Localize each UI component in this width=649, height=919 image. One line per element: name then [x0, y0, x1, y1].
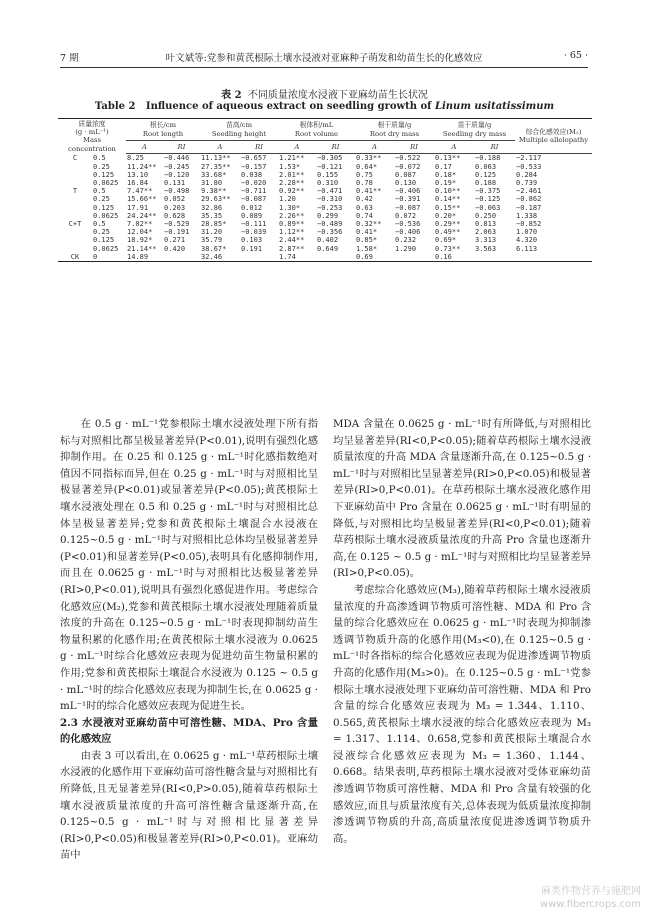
value-cell: 0.103 — [241, 236, 263, 245]
header-root-dry-mass — [355, 119, 434, 141]
treatment-cell — [58, 171, 92, 179]
concentration-cell: 0.125 — [93, 170, 115, 179]
value-cell: 24.24** — [127, 211, 157, 220]
subheader-ri: RI — [240, 141, 278, 154]
header-root-dry-mass-zh: 根干质量/g — [377, 121, 412, 130]
value-cell: −0.375 — [475, 187, 501, 196]
concentration-cell: 0.0625 — [93, 178, 119, 187]
header-root-dry-mass-en: Root dry mass — [369, 129, 420, 138]
concentration-cell: 0.5 — [93, 219, 106, 228]
header-seedling-height-zh: 苗高/cm — [225, 121, 253, 130]
value-cell: 2.87** — [279, 244, 305, 253]
value-cell: 7.47** — [127, 187, 153, 196]
value-cell: 35.79 — [201, 236, 223, 245]
value-cell: −0.711 — [241, 187, 267, 196]
value-cell: 0.29** — [435, 219, 461, 228]
header-root-length-zh: 根长/cm — [149, 121, 177, 130]
value-cell: 27.35** — [201, 162, 231, 171]
value-cell: 0.188 — [475, 178, 497, 187]
value-cell: −2.117 — [516, 154, 542, 163]
value-cell: 0.14** — [435, 195, 461, 204]
subheader-ri: RI — [316, 141, 355, 154]
value-cell: 0.85* — [356, 236, 378, 245]
treatment-cell: CK — [58, 253, 92, 262]
value-cell: −0.406 — [395, 228, 421, 237]
value-cell: 1.30* — [279, 203, 301, 212]
value-cell: 0.10** — [435, 187, 461, 196]
value-cell: −0.125 — [475, 195, 501, 204]
treatment-cell — [58, 195, 92, 203]
treatment-cell — [58, 179, 92, 187]
value-cell: 8.25 — [127, 154, 144, 163]
table-row — [58, 187, 592, 195]
subheader-a: A — [434, 141, 474, 154]
value-cell: 1.21** — [279, 154, 305, 163]
value-cell: −0.852 — [516, 219, 542, 228]
table-row — [58, 179, 592, 187]
value-cell: 0.072 — [395, 211, 417, 220]
table-row — [58, 220, 592, 228]
value-cell: 0.087 — [395, 170, 417, 179]
value-cell: 0.089 — [241, 211, 263, 220]
value-cell: −0.120 — [164, 170, 190, 179]
value-cell: −0.121 — [317, 162, 343, 171]
issue-number: 7 期 — [60, 53, 79, 64]
value-cell: 31.80 — [201, 178, 223, 187]
value-cell: 0.628 — [164, 211, 186, 220]
value-cell: −0.529 — [164, 219, 190, 228]
treatment-cell — [58, 204, 92, 212]
paragraph: 考虑综合化感效应(M₃),随着草药根际土壤水浸液质量浓度的升高渗透调节物质可溶性糖、MDA 和 Pro 含量的综合化感效应在 0.0625 g · mL⁻¹时表现为抑制渗透调节物质升高的化感作用(M₃<0),在 0.125~0.5 g · mL⁻¹时各指标的综合化感效应表现为促进渗透调节物质升高的化感作用(M₃>0)。在 0.125~0.5 g · mL⁻¹党参根际土壤水浸液处理下亚麻幼苗可溶性糖、MDA 和 Pro 含量的综合化感效应表现为 M₃ = 1.344、1.110、0.565,黄芪根际土壤水浸液的综合化感效应表现为 M₃ = 1.317、1.114、0.658,党参和黄芪根际土壤混合水浸液综合化感效应表现为 M₃ = 1.360、1.144、0.668。结果表明,草药根际土壤水浸液对受体亚麻幼苗渗透调节物质可溶性糖、MDA 和 Pro 含量有较强的化感效应,而且与质量浓度有关,总体表现为低质量浓度抑制渗透调节物质的升高,高质量浓度促进渗透调节物质升高。 — [333, 583, 591, 845]
value-cell: 0.063 — [475, 162, 497, 171]
value-cell: 0.74 — [356, 211, 373, 220]
value-cell: 9.38** — [201, 187, 227, 196]
value-cell: 0.41* — [356, 228, 378, 237]
value-cell: 33.68* — [201, 170, 227, 179]
value-cell: −0.862 — [516, 195, 542, 204]
value-cell: 0.64* — [356, 162, 378, 171]
value-cell: 2.28** — [279, 178, 305, 187]
paragraph: 在 0.5 g · mL⁻¹党参根际土壤水浸液处理下所有指标与对照相比都呈极显著差异(P<0.01),说明有强烈化感抑制作用。在 0.25 和 0.125 g · mL⁻¹时化感指数绝对值因不同指标而异,但在 0.25 g · mL⁻¹时与对照相比呈极显著差异(P<0.01)或显著差异(P<0.05);黄芪根际土壤水浸液处理在 0.5 和 0.25 g · mL⁻¹时与对照相比总体呈极显著差异;党参和黄芪根际土壤混合水浸液在 0.125~0.5 g · mL⁻¹时与对照相比总体均呈极显著差异(P<0.01)和显著差异(P<0.05),表明具有化感抑制作用,而且在 0.0625 g · mL⁻¹时与对照相比达极显著差异(RI>0,P<0.01),说明具有强烈化感促进作用。考虑综合化感效应(M₂),党参和黄芪根际土壤水浸液处理随着质量浓度的升高在 0.125~0.5 g · mL⁻¹时表现抑制幼苗生物量积累的化感作用;在黄芪根际土壤水浸液为 0.0625 g · mL⁻¹时综合化感效应表现为促进幼苗生物量积累的作用;党参和黄芪根际土壤混合水浸液为 0.125 ~ 0.5 g · mL⁻¹时的综合化感效应表现为抑制生长,在 0.0625 g · mL⁻¹时的综合化感效应表现为促进生长。 — [60, 418, 318, 713]
value-cell: 0.649 — [317, 244, 339, 253]
value-cell: 3.313 — [475, 236, 497, 245]
value-cell: 11.13** — [201, 154, 231, 163]
value-cell: 14.89 — [126, 253, 163, 262]
concentration-cell: 0.25 — [93, 228, 110, 237]
value-cell: −0.536 — [395, 219, 421, 228]
header-seedling-dry-mass — [434, 119, 515, 141]
value-cell: 0.155 — [317, 170, 339, 179]
value-cell: −0.020 — [241, 178, 267, 187]
value-cell: 0.69* — [435, 236, 457, 245]
site-watermark — [540, 885, 641, 911]
value-cell: 6.113 — [516, 244, 538, 253]
value-cell: 15.66** — [127, 195, 157, 204]
value-cell: 0.20* — [435, 211, 457, 220]
page-number: · 65 · — [563, 50, 588, 61]
value-cell: 0.250 — [475, 211, 497, 220]
value-cell: 0.232 — [395, 236, 417, 245]
value-cell: 18.92* — [127, 236, 153, 245]
watermark-line1: 麻类作物营养与施肥网 — [541, 886, 641, 897]
value-cell: −0.111 — [241, 219, 267, 228]
table-row — [58, 195, 592, 203]
header-root-length — [126, 119, 200, 141]
table-row — [58, 204, 592, 212]
value-cell: 0.402 — [317, 236, 339, 245]
treatment-cell — [58, 228, 92, 236]
value-cell: 0.420 — [164, 244, 186, 253]
value-cell: 0.41** — [356, 187, 382, 196]
subheader-a: A — [355, 141, 394, 154]
value-cell: −0.446 — [164, 154, 190, 163]
subheader-a: A — [278, 141, 316, 154]
value-cell — [394, 253, 434, 262]
treatment-cell — [58, 212, 92, 220]
value-cell: −0.087 — [241, 195, 267, 204]
concentration-cell: 0 — [92, 253, 126, 262]
concentration-header-zh: 质量浓度 — [78, 120, 106, 128]
value-cell: 32.46 — [200, 253, 240, 262]
table-caption-zh — [0, 86, 649, 101]
value-cell: 0.052 — [164, 195, 186, 204]
value-cell: 0.92** — [279, 187, 305, 196]
left-text-column — [60, 416, 318, 864]
value-cell: 38.67* — [201, 244, 227, 253]
value-cell: −0.253 — [317, 203, 343, 212]
value-cell: 0.13** — [435, 154, 461, 163]
concentration-cell: 0.125 — [93, 236, 115, 245]
value-cell: 1.290 — [395, 244, 417, 253]
value-cell: 17.91 — [127, 203, 149, 212]
concentration-cell: 0.5 — [93, 187, 106, 196]
value-cell: 0.33** — [356, 154, 382, 163]
value-cell: 13.10 — [127, 170, 149, 179]
header-rule — [60, 67, 588, 68]
value-cell: 28.85* — [201, 219, 227, 228]
treatment-cell — [58, 245, 92, 253]
value-cell: −0.471 — [317, 187, 343, 196]
value-cell: 0.69 — [355, 253, 394, 262]
concentration-cell: 0.0625 — [93, 211, 119, 220]
value-cell — [316, 253, 355, 262]
value-cell: −0.522 — [395, 154, 421, 163]
header-root-volume-en: Root volume — [294, 129, 339, 138]
concentration-cell: 0.0625 — [93, 244, 119, 253]
watermark-line2: www.fibercrops.com — [539, 899, 641, 910]
value-cell: 12.04* — [127, 228, 153, 237]
value-cell: 0.49** — [435, 228, 461, 237]
value-cell: 0.012 — [241, 203, 263, 212]
value-cell: 21.14** — [127, 244, 157, 253]
value-cell: 0.89** — [279, 219, 305, 228]
value-cell: 0.310 — [317, 178, 339, 187]
value-cell: 0.73** — [435, 244, 461, 253]
table-caption-en-text: Influence of aqueous extract on seedling growth of — [145, 101, 432, 112]
value-cell: −0.657 — [241, 154, 267, 163]
concentration-cell: 0.25 — [93, 195, 110, 204]
value-cell: 0.15** — [435, 203, 461, 212]
table-caption-species: Linum usitatissimum — [434, 101, 555, 112]
value-cell: −0.087 — [395, 203, 421, 212]
concentration-cell: 0.25 — [93, 162, 110, 171]
header-root-length-en: Root length — [142, 129, 184, 138]
value-cell: 1.20 — [279, 195, 296, 204]
value-cell: −0.157 — [241, 162, 267, 171]
value-cell — [163, 253, 200, 262]
header-seedling-height — [200, 119, 278, 141]
value-cell: 0.813 — [475, 219, 497, 228]
treatment-cell: C+T — [68, 219, 82, 228]
concentration-header-en: Mass concentration — [68, 136, 116, 153]
value-cell: −0.305 — [317, 154, 343, 163]
value-cell: −0.356 — [317, 228, 343, 237]
value-cell: 2.063 — [475, 228, 497, 237]
value-cell: 0.299 — [317, 211, 339, 220]
value-cell: 0.75 — [356, 170, 373, 179]
concentration-header-unit: (g · mL⁻¹) — [75, 128, 109, 137]
header-multiple-allelopathy-en: Multiple allelopathy — [518, 136, 589, 145]
table-caption-en-label: Table 2 — [94, 101, 136, 112]
paragraph: 由表 3 可以看出,在 0.0625 g · mL⁻¹草药根际土壤水浸液的化感作用下亚麻幼苗可溶性糖含量与对照相比有所降低,且无显著差异(RI<0,P>0.05),随着草药根际土壤水浸液质量浓度的升高可溶性糖含量逐渐升高,在 0.125~0.5 g · mL⁻¹时与对照相比显著差异(RI>0,P<0.05)和极显著差异(RI>0,P<0.01)。亚麻幼苗中 — [60, 749, 318, 862]
value-cell: 0.42 — [356, 195, 373, 204]
value-cell: −0.039 — [241, 228, 267, 237]
value-cell: 1.070 — [516, 228, 538, 237]
value-cell: −0.406 — [395, 187, 421, 196]
subheader-ri: RI — [474, 141, 515, 154]
value-cell — [240, 253, 278, 262]
header-multiple-allelopathy-zh: 综合化感效应(M₂) — [525, 127, 582, 136]
table-caption-en — [0, 101, 649, 112]
table-caption-zh-text: 不同质量浓度水浸液下亚麻幼苗生长状况 — [247, 90, 428, 101]
header-root-volume-zh: 根体积/mL — [299, 121, 334, 130]
value-cell: −0.533 — [516, 162, 542, 171]
header-seedling-dry-mass-en: Seedling dry mass — [442, 129, 507, 138]
concentration-cell: 0.125 — [93, 203, 115, 212]
value-cell: 35.35 — [201, 211, 223, 220]
value-cell: 0.739 — [516, 178, 538, 187]
value-cell: 2.44** — [279, 236, 305, 245]
value-cell: 4.320 — [516, 236, 538, 245]
value-cell: 31.20 — [201, 228, 223, 237]
subheader-a: A — [126, 141, 163, 154]
value-cell: 0.78 — [356, 178, 373, 187]
value-cell: −0.391 — [395, 195, 421, 204]
value-cell: 1.12** — [279, 228, 305, 237]
value-cell: −0.245 — [164, 162, 190, 171]
table-row — [58, 228, 592, 236]
value-cell: 0.130 — [395, 178, 417, 187]
running-header — [60, 50, 588, 64]
treatment-cell: C — [72, 154, 78, 163]
value-cell: 0.63 — [356, 203, 373, 212]
value-cell: −2.461 — [516, 187, 542, 196]
right-text-column — [333, 416, 591, 847]
header-seedling-height-en: Seedling height — [211, 129, 267, 138]
value-cell: 7.02** — [127, 219, 153, 228]
value-cell: 11.24** — [127, 162, 157, 171]
table-row — [58, 245, 592, 253]
value-cell — [474, 253, 515, 262]
value-cell: −0.187 — [516, 203, 542, 212]
value-cell: 3.563 — [475, 244, 497, 253]
value-cell: 2.01** — [279, 170, 305, 179]
value-cell: 29.63** — [201, 195, 231, 204]
value-cell: 0.16 — [434, 253, 474, 262]
value-cell: −0.191 — [164, 228, 190, 237]
value-cell: 0.271 — [164, 236, 186, 245]
value-cell: 0.125 — [475, 170, 497, 179]
treatment-cell: T — [72, 187, 78, 196]
value-cell: −0.310 — [317, 195, 343, 204]
table-row — [58, 171, 592, 179]
value-cell: 1.58* — [356, 244, 378, 253]
value-cell: −0.498 — [164, 187, 190, 196]
concentration-cell: 0.5 — [93, 154, 106, 163]
value-cell: 1.74 — [278, 253, 316, 262]
table-caption-zh-label: 表 2 — [221, 90, 242, 101]
value-cell: 0.18* — [435, 170, 457, 179]
value-cell: 0.131 — [164, 178, 186, 187]
value-cell: 16.84 — [127, 178, 149, 187]
value-cell: 32.86 — [201, 203, 223, 212]
header-seedling-dry-mass-zh: 苗干质量/g — [457, 121, 492, 130]
value-cell: −0.072 — [395, 162, 421, 171]
table-row — [58, 236, 592, 244]
concentration-header — [58, 119, 126, 154]
value-cell: 1.338 — [516, 211, 538, 220]
value-cell: 0.191 — [241, 244, 263, 253]
value-cell: 0.284 — [516, 170, 538, 179]
value-cell: 1.53* — [279, 162, 301, 171]
value-cell: 0.203 — [164, 203, 186, 212]
header-multiple-allelopathy — [515, 119, 592, 154]
value-cell: −0.063 — [475, 203, 501, 212]
value-cell: −0.188 — [475, 154, 501, 163]
value-cell: 0.32** — [356, 219, 382, 228]
header-root-volume — [278, 119, 355, 141]
value-cell: 2.26** — [279, 211, 305, 220]
section-heading: 2.3 水浸液对亚麻幼苗中可溶性糖、MDA、Pro 含量的化感效应 — [60, 716, 318, 746]
treatment-cell — [58, 236, 92, 244]
table-row — [58, 212, 592, 220]
running-title: 叶文斌等:党参和黄芪根际土壤水浸液对亚麻种子萌发和幼苗生长的化感效应 — [165, 53, 483, 64]
paragraph: MDA 含量在 0.0625 g · mL⁻¹时有所降低,与对照相比均呈显著差异(RI<0,P<0.05);随着草药根际土壤水浸液质量浓度的升高 MDA 含量逐渐升高,在 0.125~0.5 g · mL⁻¹时与对照相比呈显著差异(RI>0,P<0.05)和极显著差异(RI>0,P<0.01)。在草药根际土壤水浸液化感作用下亚麻幼苗中 Pro 含量在 0.0625 g · mL⁻¹时有明显的降低,与对照相比均呈极显著差异(RI<0,P<0.01);随着草药根际土壤水浸液质量浓度的升高 Pro 含量也逐渐升高,在 0.125 ~ 0.5 g · mL⁻¹时与对照相比均呈显著差异(RI>0,P<0.05)。 — [333, 418, 591, 580]
value-cell — [515, 253, 592, 262]
value-cell: 0.17 — [435, 162, 452, 171]
subheader-a: A — [200, 141, 240, 154]
subheader-ri: RI — [394, 141, 434, 154]
table-row — [58, 163, 592, 171]
table-row — [58, 154, 592, 163]
value-cell: −0.489 — [317, 219, 343, 228]
subheader-ri: RI — [163, 141, 200, 154]
value-cell: 0.038 — [241, 170, 263, 179]
seedling-growth-table — [58, 118, 592, 262]
treatment-cell — [58, 163, 92, 171]
table-row — [58, 253, 592, 262]
value-cell: 0.19* — [435, 178, 457, 187]
